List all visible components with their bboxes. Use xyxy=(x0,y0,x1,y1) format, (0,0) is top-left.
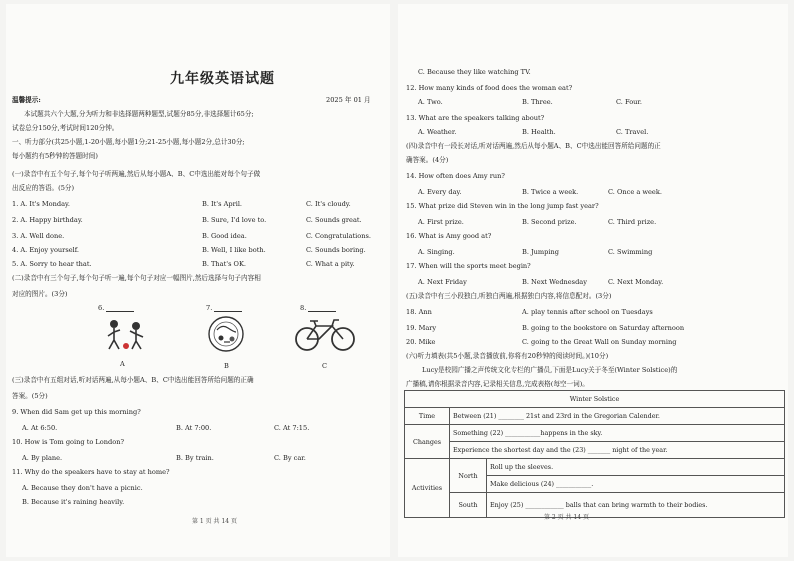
table-cell: Make delicious (24) ___________. xyxy=(487,476,785,493)
option-text: C. It's cloudy. xyxy=(306,200,351,208)
intro-line: 本试题共六个大题,分为听力和非选择题两种题型,试题分85分,非选择题计65分; xyxy=(24,110,254,118)
option-text: C. Travel. xyxy=(616,128,649,136)
option-text: B. By train. xyxy=(176,454,214,462)
option-text: A. Two. xyxy=(418,98,443,106)
option-text: B. Jumping xyxy=(522,248,559,256)
option-text: C. At 7:15. xyxy=(274,424,310,432)
option-text: 4. A. Enjoy yourself. xyxy=(12,246,80,254)
option-text: B. Twice a week. xyxy=(522,188,579,196)
option-text: C. By car. xyxy=(274,454,306,462)
table-cell: Between (21) ________ 21st and 23rd in the Gregorian Calender. xyxy=(450,408,785,425)
section-instruction: 对应的图片。(3分) xyxy=(12,290,68,298)
option-text: A. Weather. xyxy=(418,128,457,136)
section-instruction: 确答案。(4分) xyxy=(406,156,449,164)
table-header: Winter Solstice xyxy=(405,391,785,408)
exam-title: 九年级英语试题 xyxy=(170,71,275,87)
left-page xyxy=(6,4,390,557)
section-instruction: (四)录音中有一段长对话,听对话两遍,然后从每小题A、B、C中选出能回答所给问题的正 xyxy=(406,142,661,150)
option-text: B. Next Wednesday xyxy=(522,278,587,286)
picture-number: 7. xyxy=(206,304,213,312)
option-text: B. At 7:00. xyxy=(176,424,212,432)
question-text: 16. What is Amy good at? xyxy=(406,232,492,240)
table-row-label: Time xyxy=(405,408,450,425)
option-text: B. Good idea. xyxy=(202,232,247,240)
option-text: C. Because they like watching TV. xyxy=(418,68,531,76)
match-option: B. going to the bookstore on Saturday afternoon xyxy=(522,324,685,332)
picture-number: 8. xyxy=(300,304,307,312)
page-footer: 第 2 页 共 14 页 xyxy=(544,514,589,521)
option-text: C. Congratulations. xyxy=(306,232,371,240)
section-instruction: (二)录音中有三个句子,每个句子听一遍,每个句子对应一幅图片,然后选择与句子内容相 xyxy=(12,274,261,282)
option-text: B. That's OK. xyxy=(202,260,246,268)
option-text: A. First prize. xyxy=(418,218,464,226)
table-cell: Roll up the sleeves. xyxy=(487,459,785,476)
question-text: 13. What are the speakers talking about? xyxy=(406,114,545,122)
table-sub-label: South xyxy=(450,493,487,518)
exam-date: 2025 年 01 月 xyxy=(326,96,371,104)
option-text: B. Because it's raining heavily. xyxy=(22,498,125,506)
question-text: 17. When will the sports meet begin? xyxy=(406,262,531,270)
option-text: 2. A. Happy birthday. xyxy=(12,216,83,224)
picture-number: 6. xyxy=(98,304,105,312)
intro-line: 每小题约有5秒钟的答题时间) xyxy=(12,152,98,160)
question-text: 12. How many kinds of food does the woman eat? xyxy=(406,84,573,92)
winter-solstice-table xyxy=(404,390,785,518)
option-text: C. Sounds great. xyxy=(306,216,362,224)
picture-label: A xyxy=(120,360,125,368)
option-text: A. At 6:50. xyxy=(22,424,58,432)
option-text: B. Health. xyxy=(522,128,556,136)
option-text: 1. A. It's Monday. xyxy=(12,200,70,208)
option-text: B. Sure, I'd love to. xyxy=(202,216,267,224)
section-instruction: 出反应的答语。(5分) xyxy=(12,184,75,192)
table-cell: Enjoy (25) ____________ balls that can bring warmth to their bodies. xyxy=(487,493,785,518)
match-name: 19. Mary xyxy=(406,324,437,332)
notice-label: 温馨提示: xyxy=(12,96,41,104)
option-text: B. Three. xyxy=(522,98,553,106)
picture-label: B xyxy=(224,362,229,370)
option-text: C. Third prize. xyxy=(608,218,657,226)
option-text: 3. A. Well done. xyxy=(12,232,65,240)
table-cell: Experience the shortest day and the (23) _______ night of the year. xyxy=(450,442,785,459)
table-cell: Something (22) ___________happens in the sky. xyxy=(450,425,785,442)
option-text: C. Next Monday. xyxy=(608,278,664,286)
food-plate-image xyxy=(206,314,246,354)
bicycle-image xyxy=(294,316,356,352)
question-text: 14. How often does Amy run? xyxy=(406,172,505,180)
intro-line: 一、听力部分(共25小题,1-20小题,每小题1分;21-25小题,每小题2分,总计30分; xyxy=(12,138,245,146)
page-footer: 第 1 页 共 14 页 xyxy=(192,518,237,525)
match-name: 20. Mike xyxy=(406,338,436,346)
option-text: A. Every day. xyxy=(418,188,462,196)
table-row-label: Changes xyxy=(405,425,450,459)
section-instruction: (六)听力填表(共5小题,录音播放前,你将有20秒钟的阅读时间。)(10分) xyxy=(406,352,609,360)
section-instruction: (五)录音中有三小段独白,听独白两遍,根据独白内容,将信息配对。(3分) xyxy=(406,292,612,300)
match-option: C. going to the Great Wall on Sunday morning xyxy=(522,338,677,346)
option-text: C. What a pity. xyxy=(306,260,355,268)
question-text: 11. Why do the speakers have to stay at home? xyxy=(12,468,170,476)
option-text: B. It's April. xyxy=(202,200,243,208)
section-instruction: 广播稿,请你根据录音内容,记录相关信息,完成表格(每空一词)。 xyxy=(406,380,589,388)
picture-label: C xyxy=(322,362,328,370)
option-text: A. Singing. xyxy=(418,248,455,256)
table-row-label: Activities xyxy=(405,459,450,518)
option-text: C. Once a week. xyxy=(608,188,662,196)
option-text: C. Four. xyxy=(616,98,642,106)
option-text: B. Well, I like both. xyxy=(202,246,266,254)
section-instruction: 答案。(5分) xyxy=(12,392,48,400)
table-sub-label: North xyxy=(450,459,487,493)
match-option: A. play tennis after school on Tuesdays xyxy=(522,308,653,316)
right-page xyxy=(398,4,788,557)
question-text: 10. How is Tom going to London? xyxy=(12,438,124,446)
section-instruction: Lucy是校园广播之声传统文化专栏的广播员,下面是Lucy关于冬至(Winter Solstice)的 xyxy=(422,366,678,374)
intro-line: 试卷总分150分,考试时间120分钟。 xyxy=(12,124,119,132)
option-text: A. By plane. xyxy=(22,454,63,462)
question-text: 9. When did Sam get up this morning? xyxy=(12,408,141,416)
section-instruction: (三)录音中有五组对话,听对话两遍,从每小题A、B、C中选出能回答所给问题的正确 xyxy=(12,376,254,384)
option-text: A. Because they don't have a picnic. xyxy=(22,484,143,492)
option-text: C. Swimming xyxy=(608,248,653,256)
match-name: 18. Ann xyxy=(406,308,432,316)
option-text: A. Next Friday xyxy=(418,278,467,286)
kids-playing-image xyxy=(104,316,150,352)
question-text: 15. What prize did Steven win in the long jump fast year? xyxy=(406,202,599,210)
option-text: B. Second prize. xyxy=(522,218,577,226)
option-text: C. Sounds boring. xyxy=(306,246,366,254)
section-instruction: (一)录音中有五个句子,每个句子听两遍,然后从每小题A、B、C中选出能对每个句子做 xyxy=(12,170,261,178)
option-text: 5. A. Sorry to hear that. xyxy=(12,260,92,268)
